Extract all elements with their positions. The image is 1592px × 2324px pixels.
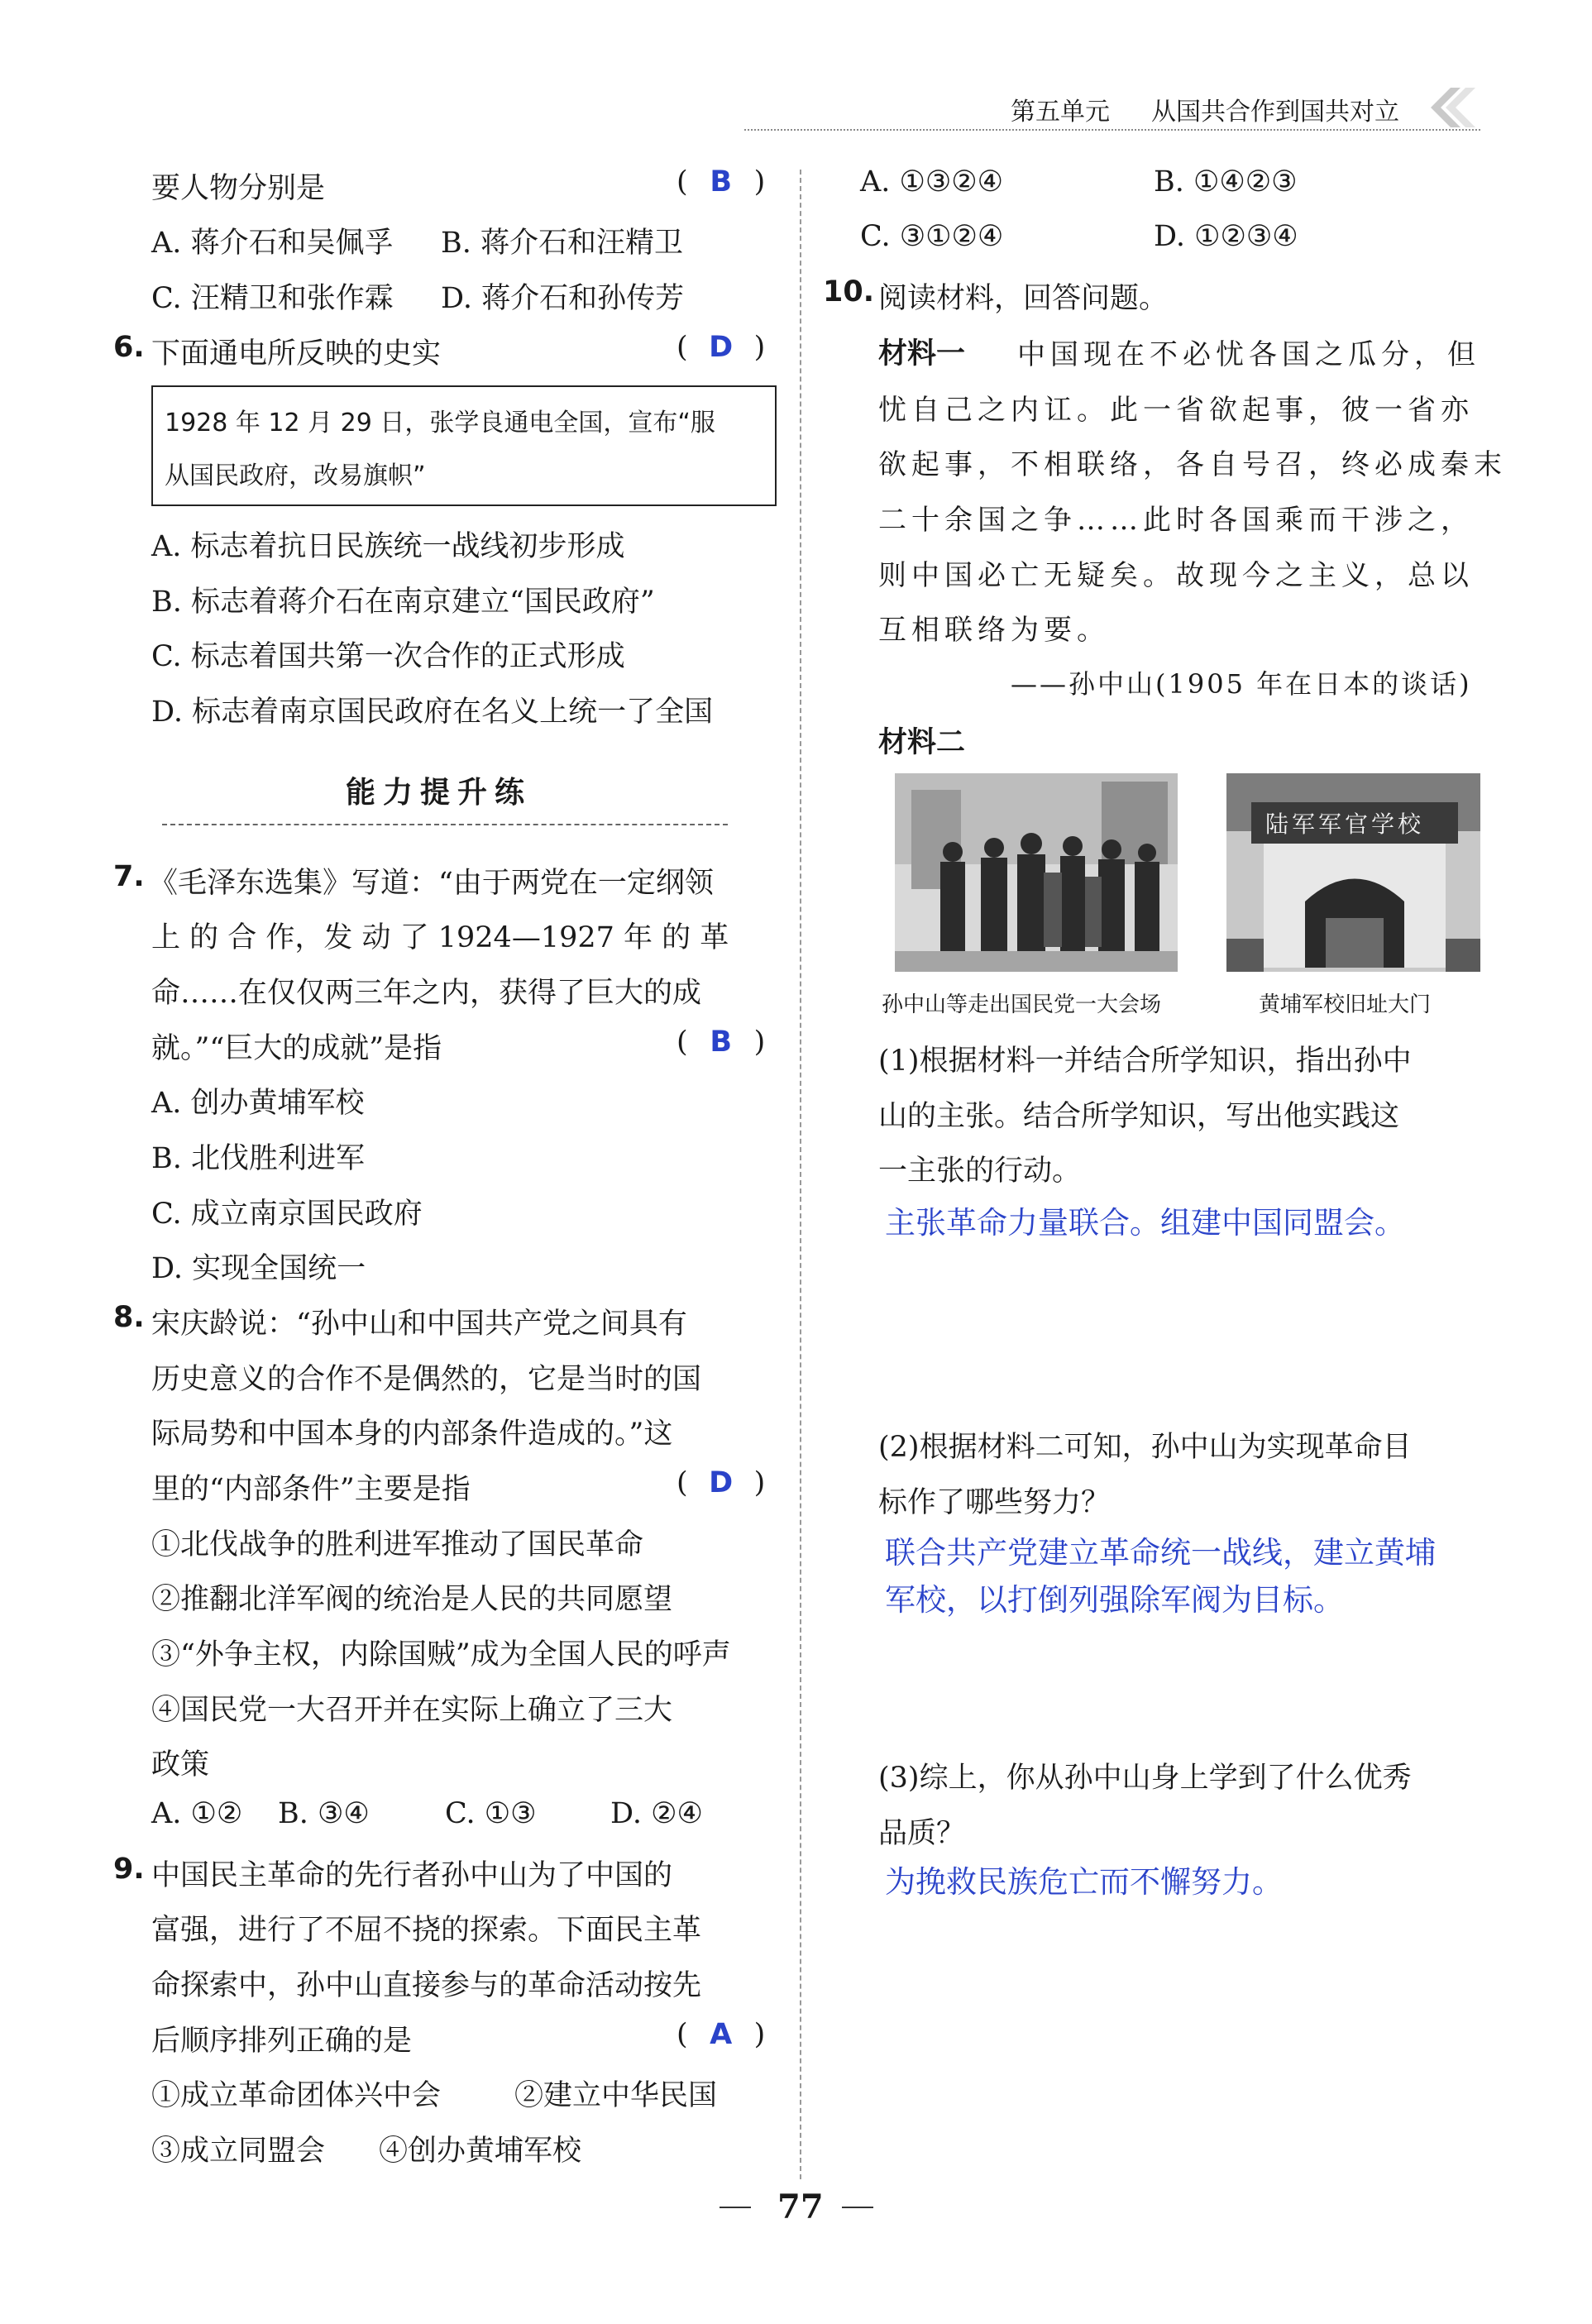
q8-item-2: ②推翻北洋军阀的统治是人民的共同愿望 [151, 1583, 673, 1616]
header-rule [744, 129, 1480, 131]
q10-material-1-label: 材料一 [878, 337, 966, 371]
section-rule [162, 824, 728, 825]
q10-m1-line-5: 则中国必亡无疑矣。故现今之主义，总以 [878, 559, 1474, 592]
q10-m1-source: ——孙中山(1905 年在日本的谈话) [1011, 668, 1472, 700]
q6-option-b: B. 标志着蒋介石在南京建立“国民政府” [151, 586, 655, 619]
q8-answer: D [709, 1466, 734, 1499]
q9-item-4: ④创办黄埔军校 [379, 2135, 582, 2168]
q7-option-b: B. 北伐胜利进军 [151, 1142, 365, 1175]
q10-sub1-line-3: 一主张的行动。 [878, 1155, 1082, 1188]
q8-answer-paren: ( D ) [676, 1466, 766, 1499]
q9-line-3: 命探索中，孙中山直接参与的革命活动按先 [151, 1969, 702, 2002]
q8-number: 8. [113, 1301, 145, 1334]
q10-stem: 阅读材料，回答问题。 [878, 282, 1169, 315]
q8-item-4-cont: 政策 [151, 1748, 210, 1781]
q9-line-4: 后顺序排列正确的是 [151, 2025, 413, 2058]
q10-sub1-line-2: 山的主张。结合所学知识，写出他实践这 [878, 1100, 1400, 1133]
column-divider [800, 170, 801, 2179]
q6-stem: 下面通电所反映的史实 [151, 337, 442, 371]
q6-option-a: A. 标志着抗日民族统一战线初步形成 [151, 530, 625, 563]
q10-sub2-line-1: (2)根据材料二可知，孙中山为实现革命目 [878, 1431, 1412, 1464]
chevron-decoration-icon [1424, 83, 1482, 132]
q8-item-3: ③“外争主权，内除国贼”成为全国人民的呼声 [151, 1638, 731, 1671]
q9-answer-paren: ( A ) [676, 2018, 766, 2051]
q5-option-c: C. 汪精卫和张作霖 [151, 282, 394, 315]
q7-line-4: 就。”“巨大的成就”是指 [151, 1032, 442, 1065]
section-title: 能力提升练 [346, 776, 533, 810]
photo-sun-yatsen-leaving-congress [895, 773, 1178, 972]
q5-answer: B [710, 165, 732, 198]
q10-m1-line-3: 欲起事，不相联络，各自号召，终必成秦末 [878, 448, 1507, 481]
q10-sub3-line-1: (3)综上，你从孙中山身上学到了什么优秀 [878, 1762, 1412, 1795]
footer-dash-right [842, 2207, 873, 2208]
q9-option-c: C. ③①②④ [860, 220, 1004, 253]
q7-option-d: D. 实现全国统一 [151, 1252, 366, 1285]
q5-answer-paren: ( B ) [676, 165, 766, 198]
q9-option-d: D. ①②③④ [1154, 220, 1298, 253]
q9-option-a: A. ①③②④ [860, 165, 1004, 198]
q6-box-line-2: 从国民政府，改易旗帜” [165, 461, 426, 490]
q10-m1-line-1: 中国现在不必忧各国之瓜分，但 [1017, 338, 1480, 371]
footer-dash-left [720, 2207, 751, 2208]
q7-answer: B [710, 1026, 732, 1059]
q9-number: 9. [113, 1853, 145, 1886]
q8-option-c: C. ①③ [445, 1797, 537, 1830]
q7-line-2: 上 的 合 作，发 动 了 1924—1927 年 的 革 [151, 921, 729, 954]
q5-option-a: A. 蒋介石和吴佩孚 [151, 227, 394, 260]
q7-answer-paren: ( B ) [676, 1026, 766, 1059]
q6-answer: D [709, 331, 734, 364]
q6-answer-paren: ( D ) [676, 331, 766, 364]
q10-m1-line-4: 二十余国之争……此时各国乘而干涉之， [878, 504, 1474, 537]
q8-item-1: ①北伐战争的胜利进军推动了国民革命 [151, 1528, 644, 1561]
q10-sub2-answer-line-2: 军校，以打倒列强除军阀为目标。 [885, 1582, 1344, 1618]
q6-option-c: C. 标志着国共第一次合作的正式形成 [151, 640, 625, 673]
q9-item-1: ①成立革命团体兴中会 [151, 2079, 442, 2112]
q10-m1-line-6: 互相联络为要。 [878, 614, 1110, 647]
q10-material-2-label: 材料二 [878, 726, 966, 759]
q10-sub3-line-2: 品质？ [878, 1817, 966, 1850]
q8-item-4: ④国民党一大召开并在实际上确立了三大 [151, 1694, 673, 1727]
q8-line-1: 宋庆龄说：“孙中山和中国共产党之间具有 [151, 1308, 687, 1341]
q7-number: 7. [113, 860, 145, 893]
q7-line-3: 命……在仅仅两三年之内，获得了巨大的成 [151, 977, 702, 1010]
q6-box-line-1: 1928 年 12 月 29 日，张学良通电全国，宣布“服 [165, 409, 715, 438]
q10-sub2-answer-line-1: 联合共产党建立革命统一战线，建立黄埔 [885, 1535, 1436, 1571]
gate-sign-text: 陆军军官学校 [1265, 811, 1425, 838]
q9-answer: A [710, 2018, 733, 2051]
q5-option-d: D. 蒋介石和孙传芳 [441, 282, 685, 315]
q5-stem-tail: 要人物分别是 [151, 172, 326, 205]
q8-line-4: 里的“内部条件”主要是指 [151, 1473, 471, 1506]
q7-option-a: A. 创办黄埔军校 [151, 1087, 365, 1120]
q7-option-c: C. 成立南京国民政府 [151, 1198, 423, 1231]
q10-m1-line-2: 忧自己之内讧。此一省欲起事，彼一省亦 [878, 394, 1474, 427]
q9-line-1: 中国民主革命的先行者孙中山为了中国的 [151, 1859, 673, 1892]
page-number: 77 [777, 2188, 824, 2226]
q9-item-2: ②建立中华民国 [514, 2079, 718, 2112]
q6-telegram-box [151, 385, 777, 506]
q9-item-3: ③成立同盟会 [151, 2135, 326, 2168]
q8-option-a: A. ①② [151, 1797, 243, 1830]
q10-sub1-line-1: (1)根据材料一并结合所学知识，指出孙中 [878, 1045, 1412, 1078]
q10-sub1-answer: 主张革命力量联合。组建中国同盟会。 [885, 1205, 1405, 1241]
q5-option-b: B. 蒋介石和汪精卫 [441, 227, 683, 260]
q10-number: 10. [823, 275, 875, 308]
unit-title: 从国共合作到国共对立 [1151, 98, 1399, 127]
q6-option-d: D. 标志着南京国民政府在名义上统一了全国 [151, 696, 714, 729]
q6-number: 6. [113, 331, 145, 364]
q8-option-b: B. ③④ [278, 1797, 370, 1830]
photo2-caption: 黄埔军校旧址大门 [1259, 992, 1432, 1017]
photo1-caption: 孙中山等走出国民党一大会场 [882, 992, 1162, 1017]
q9-line-2: 富强，进行了不屈不挠的探索。下面民主革 [151, 1914, 702, 1947]
q9-option-b: B. ①④②③ [1154, 165, 1298, 198]
q10-sub2-line-2: 标作了哪些努力？ [878, 1486, 1111, 1519]
photo-whampoa-academy-gate [1226, 773, 1480, 972]
q7-line-1: 《毛泽东选集》写道：“由于两党在一定纲领 [149, 867, 714, 900]
q8-line-3: 际局势和中国本身的内部条件造成的。”这 [151, 1418, 673, 1451]
q8-line-2: 历史意义的合作不是偶然的，它是当时的国 [151, 1363, 702, 1396]
q10-sub3-answer: 为挽救民族危亡而不懈努力。 [885, 1864, 1283, 1900]
unit-label: 第五单元 [1011, 98, 1110, 127]
q8-option-d: D. ②④ [610, 1797, 703, 1830]
